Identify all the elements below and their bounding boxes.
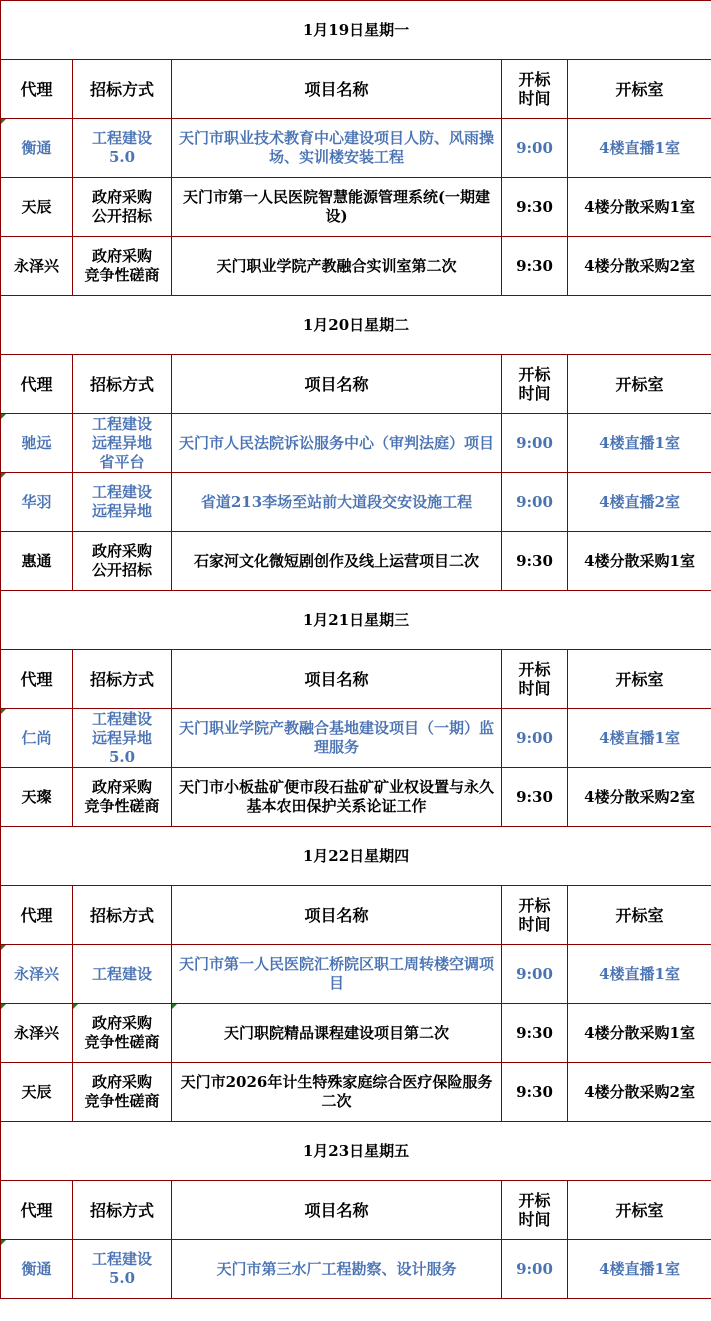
time-cell: 9:30 — [502, 1004, 568, 1063]
room-cell: 4楼分散采购2室 — [568, 237, 711, 296]
room-cell: 4楼直播1室 — [568, 709, 711, 768]
header-room: 开标室 — [568, 1181, 711, 1240]
time-cell: 9:00 — [502, 119, 568, 178]
header-room: 开标室 — [568, 886, 711, 945]
time-cell: 9:00 — [502, 414, 568, 473]
project-cell: 天门市2026年计生特殊家庭综合医疗保险服务二次 — [172, 1063, 502, 1122]
room-cell: 4楼分散采购1室 — [568, 532, 711, 591]
project-cell: 天门市职业技术教育中心建设项目人防、风雨操场、实训楼安装工程 — [172, 119, 502, 178]
agent-cell: 永泽兴 — [1, 945, 73, 1004]
table-row — [1, 119, 711, 178]
room-cell: 4楼分散采购1室 — [568, 178, 711, 237]
table-row — [1, 473, 711, 532]
header-room: 开标室 — [568, 60, 711, 119]
table-row — [1, 945, 711, 1004]
day-header-row — [1, 591, 711, 650]
room-cell: 4楼分散采购1室 — [568, 1004, 711, 1063]
column-header-row — [1, 60, 711, 119]
agent-cell: 驰远 — [1, 414, 73, 473]
time-cell: 9:30 — [502, 768, 568, 827]
time-cell: 9:30 — [502, 532, 568, 591]
header-agent: 代理 — [1, 650, 73, 709]
header-time: 开标 时间 — [502, 886, 568, 945]
method-cell: 工程建设 远程异地 5.0 — [73, 709, 172, 768]
header-method: 招标方式 — [73, 60, 172, 119]
column-header-row — [1, 1181, 711, 1240]
time-cell: 9:30 — [502, 1063, 568, 1122]
table-row — [1, 1004, 711, 1063]
table-row — [1, 1063, 711, 1122]
project-cell: 天门市第一人民医院智慧能源管理系统(一期建设) — [172, 178, 502, 237]
header-project: 项目名称 — [172, 650, 502, 709]
method-cell: 政府采购 竞争性磋商 — [73, 237, 172, 296]
column-header-row — [1, 886, 711, 945]
room-cell: 4楼直播2室 — [568, 473, 711, 532]
room-cell: 4楼分散采购2室 — [568, 768, 711, 827]
table-row — [1, 237, 711, 296]
project-cell: 天门职业学院产教融合实训室第二次 — [172, 237, 502, 296]
agent-cell: 永泽兴 — [1, 1004, 73, 1063]
time-cell: 9:30 — [502, 178, 568, 237]
project-cell: 石家河文化微短剧创作及线上运营项目二次 — [172, 532, 502, 591]
agent-cell: 天辰 — [1, 1063, 73, 1122]
day-date: 1月23日星期五 — [1, 1122, 711, 1181]
header-project: 项目名称 — [172, 355, 502, 414]
table-row — [1, 1240, 711, 1299]
day-header-row — [1, 296, 711, 355]
header-agent: 代理 — [1, 886, 73, 945]
project-cell: 天门职业学院产教融合基地建设项目（一期）监理服务 — [172, 709, 502, 768]
method-cell: 政府采购 竞争性磋商 — [73, 768, 172, 827]
day-date: 1月20日星期二 — [1, 296, 711, 355]
agent-cell: 天璨 — [1, 768, 73, 827]
time-cell: 9:00 — [502, 1240, 568, 1299]
project-cell: 天门市第一人民医院汇桥院区职工周转楼空调项目 — [172, 945, 502, 1004]
day-header-row — [1, 1, 711, 60]
table-row — [1, 532, 711, 591]
time-cell: 9:00 — [502, 709, 568, 768]
table-row — [1, 709, 711, 768]
table-row — [1, 768, 711, 827]
header-agent: 代理 — [1, 1181, 73, 1240]
day-header-row — [1, 1122, 711, 1181]
agent-cell: 永泽兴 — [1, 237, 73, 296]
agent-cell: 衡通 — [1, 1240, 73, 1299]
method-cell: 工程建设 — [73, 945, 172, 1004]
room-cell: 4楼直播1室 — [568, 414, 711, 473]
header-time: 开标 时间 — [502, 1181, 568, 1240]
header-project: 项目名称 — [172, 1181, 502, 1240]
agent-cell: 华羽 — [1, 473, 73, 532]
header-time: 开标 时间 — [502, 650, 568, 709]
header-method: 招标方式 — [73, 886, 172, 945]
method-cell: 工程建设 5.0 — [73, 1240, 172, 1299]
column-header-row — [1, 650, 711, 709]
day-header-row — [1, 827, 711, 886]
time-cell: 9:30 — [502, 237, 568, 296]
project-cell: 天门市第三水厂工程勘察、设计服务 — [172, 1240, 502, 1299]
room-cell: 4楼直播1室 — [568, 119, 711, 178]
header-project: 项目名称 — [172, 60, 502, 119]
method-cell: 工程建设 远程异地 省平台 — [73, 414, 172, 473]
room-cell: 4楼直播1室 — [568, 1240, 711, 1299]
room-cell: 4楼直播1室 — [568, 945, 711, 1004]
project-cell: 天门市小板盐矿便市段石盐矿矿业权设置与永久基本农田保护关系论证工作 — [172, 768, 502, 827]
day-date: 1月19日星期一 — [1, 1, 711, 60]
method-cell: 工程建设 5.0 — [73, 119, 172, 178]
header-agent: 代理 — [1, 60, 73, 119]
header-agent: 代理 — [1, 355, 73, 414]
project-cell: 天门市人民法院诉讼服务中心（审判法庭）项目 — [172, 414, 502, 473]
method-cell: 政府采购 竞争性磋商 — [73, 1004, 172, 1063]
day-date: 1月21日星期三 — [1, 591, 711, 650]
day-date: 1月22日星期四 — [1, 827, 711, 886]
project-cell: 省道213李场至站前大道段交安设施工程 — [172, 473, 502, 532]
agent-cell: 天辰 — [1, 178, 73, 237]
agent-cell: 惠通 — [1, 532, 73, 591]
time-cell: 9:00 — [502, 945, 568, 1004]
header-room: 开标室 — [568, 650, 711, 709]
header-room: 开标室 — [568, 355, 711, 414]
agent-cell: 仁尚 — [1, 709, 73, 768]
method-cell: 政府采购 公开招标 — [73, 178, 172, 237]
table-row — [1, 414, 711, 473]
project-cell: 天门职院精品课程建设项目第二次 — [172, 1004, 502, 1063]
header-time: 开标 时间 — [502, 60, 568, 119]
header-method: 招标方式 — [73, 650, 172, 709]
header-time: 开标 时间 — [502, 355, 568, 414]
column-header-row — [1, 355, 711, 414]
header-method: 招标方式 — [73, 355, 172, 414]
agent-cell: 衡通 — [1, 119, 73, 178]
header-method: 招标方式 — [73, 1181, 172, 1240]
header-project: 项目名称 — [172, 886, 502, 945]
room-cell: 4楼分散采购2室 — [568, 1063, 711, 1122]
method-cell: 工程建设 远程异地 — [73, 473, 172, 532]
time-cell: 9:00 — [502, 473, 568, 532]
method-cell: 政府采购 竞争性磋商 — [73, 1063, 172, 1122]
method-cell: 政府采购 公开招标 — [73, 532, 172, 591]
table-row — [1, 178, 711, 237]
